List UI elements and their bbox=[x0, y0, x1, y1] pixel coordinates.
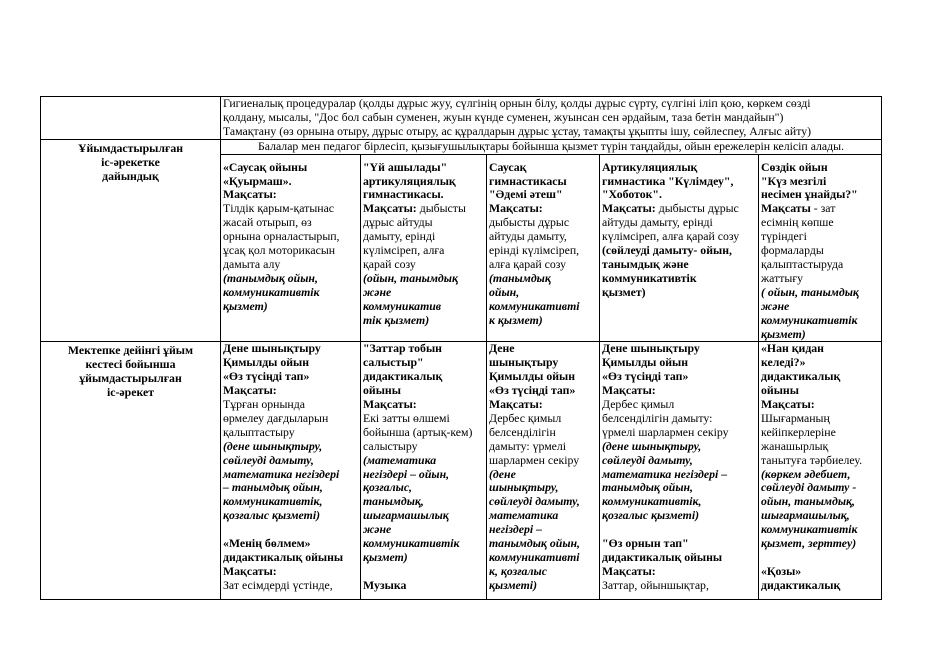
activity-type-note: (сөйлеуді дамыту- ойын, bbox=[602, 243, 732, 258]
activity-type-note: сөйлеуді дамыту, bbox=[602, 452, 693, 467]
activity-title: гимнастикасы. bbox=[363, 187, 444, 202]
activity-type-note: коммуникативті bbox=[489, 550, 580, 564]
activity-type-note: шынықтыру, bbox=[489, 480, 559, 495]
goal-label: Мақсаты: bbox=[489, 201, 543, 216]
preparation-cell-fri bbox=[759, 154, 882, 342]
goal-text: күлімсіреп, алға bbox=[363, 243, 445, 258]
goal-text: қарай созу bbox=[363, 256, 416, 271]
activity-type-note: негіздері – ойын, bbox=[363, 466, 450, 481]
activity-title: «Нан қидан bbox=[761, 341, 824, 356]
activity-type-note: қызмет, зерттеу) bbox=[761, 536, 857, 551]
hygiene-text-cell bbox=[221, 97, 882, 140]
activity-title: Қимылды ойын bbox=[223, 355, 310, 370]
goal-text: бойынша (артық-кем) bbox=[363, 424, 473, 439]
goal-label: Мақсаты: bbox=[602, 564, 656, 578]
activity-type-note: к, қозғалыс bbox=[489, 563, 547, 578]
activity-type-note: математика bbox=[489, 508, 559, 523]
hygiene-row bbox=[41, 97, 882, 140]
activity-type-note: к қызмет) bbox=[489, 312, 543, 327]
activity-type-note: – танымдық ойын, bbox=[223, 480, 323, 495]
hygiene-line: қолдану, мысалы, "Дос бол сабын суменен, жуын күнде суменен, жуынсан сен әрдайым, таза бетін мандайын") bbox=[223, 109, 784, 124]
activity-type-note: сөйлеуді дамыту - bbox=[761, 480, 857, 495]
meal-line: Тамақтану (өз орнына отыру, дұрыс отыру, ас құралдарын дұрыс ұстау, тамақты ұқыпты ішу, сөйлеспеу, Алғыс айту) bbox=[223, 123, 812, 138]
activity-type-note: коммуникативтік bbox=[761, 312, 858, 327]
activity-title: «Қозы» bbox=[761, 564, 802, 578]
activity-cell-thu bbox=[600, 342, 759, 600]
activity-title: ойыны bbox=[363, 383, 401, 398]
goal-text: дыбысты дұрыс bbox=[489, 215, 570, 230]
activity-cell-wed bbox=[487, 342, 600, 600]
activity-title: "Үй ашылады" bbox=[363, 159, 448, 174]
activity-title: "Заттар тобын bbox=[363, 341, 442, 356]
goal-text: Дербес қимыл bbox=[489, 410, 562, 425]
activity-type-note: коммуникативтік, bbox=[223, 494, 323, 509]
activity-title: гимнастикасы bbox=[489, 173, 567, 188]
activity-title: Сөздік ойын bbox=[761, 159, 828, 174]
preparation-cell-tue bbox=[361, 154, 487, 342]
activity-title: Музыка bbox=[363, 577, 407, 592]
organized-activity-label: кестесі бойынша bbox=[85, 357, 176, 372]
goal-text: ерінді күлімсіреп, bbox=[489, 243, 580, 258]
activity-type-note: ойын, танымдық, bbox=[761, 494, 855, 509]
activity-title: ойыны bbox=[761, 383, 799, 398]
goal-label: Мақсаты bbox=[761, 201, 811, 216]
activity-title: дидактикалық bbox=[363, 369, 443, 384]
goal-label: Мақсаты: bbox=[223, 564, 277, 578]
activity-title: «Менің бөлмем» bbox=[223, 536, 311, 551]
goal-text: белсенділігін дамыту: bbox=[602, 410, 713, 425]
activity-type-note: коммуникативтік bbox=[602, 270, 697, 285]
activity-title: "Хоботок". bbox=[602, 187, 662, 202]
goal-text: өрмелеу дағдыларын bbox=[223, 410, 329, 425]
activity-title: "Әдемі әтеш" bbox=[489, 187, 563, 202]
activity-type-note: шығармашылық bbox=[363, 508, 449, 523]
goal-text: белсенділігін bbox=[489, 424, 556, 439]
goal-text: дамыту: үрмелі bbox=[489, 438, 567, 453]
activity-type-note: (көркем әдебиет, bbox=[761, 466, 851, 481]
goal-text: есімнің көпше bbox=[761, 215, 834, 230]
preparation-row bbox=[41, 139, 882, 154]
activity-type-note: математика негіздері – bbox=[602, 466, 728, 481]
activity-title: шынықтыру bbox=[489, 355, 559, 370]
goal-text: Тұрған орнында bbox=[223, 397, 305, 412]
goal-text: дыбысты bbox=[416, 201, 466, 216]
activity-title: "Күз мезгілі bbox=[761, 173, 827, 188]
goal-text: Заттар, ойыншықтар, bbox=[602, 577, 709, 592]
hygiene-label-cell bbox=[41, 97, 221, 140]
activity-type-note: коммуникативтік bbox=[223, 284, 320, 299]
activity-cell-fri bbox=[759, 342, 882, 600]
activity-title: Қимылды ойын bbox=[489, 369, 576, 384]
activity-title: салыстыр" bbox=[363, 355, 424, 370]
activity-type-note: танымдық, bbox=[363, 494, 424, 509]
activity-type-note: тік қызмет) bbox=[363, 312, 430, 327]
activity-type-note: қозғалыс қызметі) bbox=[223, 508, 321, 523]
activity-type-note: сөйлеуді дамыту, bbox=[489, 494, 580, 509]
preparation-cell-thu bbox=[600, 154, 759, 342]
activity-title: «Саусақ ойыны bbox=[223, 159, 308, 174]
activity-title: Артикуляциялық bbox=[602, 159, 698, 174]
activity-type-note: коммуникативтік, bbox=[602, 494, 702, 509]
activity-title: несімен ұнайды?" bbox=[761, 187, 858, 202]
goal-label: Мақсаты: bbox=[363, 201, 417, 216]
goal-text: жанашырлық bbox=[761, 438, 829, 453]
goal-label: Мақсаты: bbox=[489, 397, 543, 412]
goal-text: түріндегі bbox=[761, 229, 807, 244]
activity-type-note: және bbox=[363, 522, 392, 537]
goal-label: Мақсаты: bbox=[223, 383, 277, 398]
activity-type-note: және bbox=[363, 284, 392, 299]
goal-text: дыбысты дұрыс bbox=[655, 201, 739, 216]
activity-type-note: негіздері – bbox=[489, 522, 542, 537]
goal-text: айтуды дамыту, ерінді bbox=[602, 215, 713, 230]
activity-title: дидактикалық ойыны bbox=[223, 550, 344, 565]
goal-label: Мақсаты: bbox=[602, 201, 656, 216]
goal-label: Мақсаты: bbox=[602, 383, 656, 398]
goal-text: айтуды дамыту, bbox=[489, 229, 567, 244]
preparation-intro-cell bbox=[221, 139, 882, 154]
schedule-table bbox=[40, 96, 882, 600]
activity-type-note: коммуникативтік bbox=[363, 536, 460, 551]
activity-title: дидактикалық bbox=[761, 369, 841, 384]
organized-activity-label-cell bbox=[41, 342, 221, 600]
activity-title: келеді?» bbox=[761, 355, 806, 370]
goal-text: үрмелі шарлармен секіру bbox=[602, 424, 729, 439]
goal-text: Дербес қимыл bbox=[602, 397, 675, 412]
activity-type-note: қозғалыс, bbox=[363, 480, 413, 495]
activity-title: Дене bbox=[489, 341, 515, 356]
goal-text: орнына орналастырып, bbox=[223, 229, 340, 244]
activity-title: "Өз орнын тап" bbox=[602, 536, 689, 551]
goal-text: күлімсіреп, алға қарай созу bbox=[602, 229, 740, 244]
activity-title: артикуляциялық bbox=[363, 173, 456, 188]
activity-type-note: сөйлеуді дамыту, bbox=[223, 452, 314, 467]
activity-type-note: коммуникативті bbox=[489, 298, 580, 313]
hygiene-line: Гигиеналық процедуралар (қолды дұрыс жуу, сүлгінің орнын білу, қолды дұрыс сүрту, сүлгіні іліп қою, көркем сөзді bbox=[223, 96, 811, 110]
goal-text: жасай отырып, өз bbox=[223, 215, 312, 230]
activity-title: дидактикалық ойыны bbox=[602, 550, 723, 565]
preparation-intro: Балалар мен педагог бірлесіп, қызығушылықтары бойынша қызмет түрін таңдайды, ойын ережелерін келісіп алады. bbox=[257, 139, 845, 153]
activity-title: «Өз түсіңді тап» bbox=[602, 369, 689, 384]
goal-text: жаттығу bbox=[761, 270, 804, 285]
activity-title: гимнастика "Күлімдеу", bbox=[602, 173, 734, 188]
activity-type-note: ойын, bbox=[489, 284, 520, 299]
activity-type-note: қозғалыс қызметі) bbox=[602, 508, 700, 523]
activity-title: «Өз түсіңді тап» bbox=[223, 369, 310, 384]
activity-title: «Қуырмаш». bbox=[223, 173, 292, 188]
goal-text: салыстыру bbox=[363, 438, 418, 453]
activity-title: Саусақ bbox=[489, 159, 527, 174]
goal-text: дамыту, ерінді bbox=[363, 229, 436, 244]
organized-activity-label: іс-әрекет bbox=[106, 385, 154, 400]
goal-text: дұрыс айтуды bbox=[363, 215, 433, 230]
preparation-label: Ұйымдастырылған bbox=[77, 140, 184, 155]
goal-text: Екі затты өлшемі bbox=[363, 410, 450, 425]
preparation-label: іс-әрекетке bbox=[101, 154, 160, 169]
organized-activity-label: Мектепке дейінгі ұйым bbox=[67, 343, 194, 358]
goal-text: танытуға тәрбиелеу. bbox=[761, 452, 863, 467]
preparation-label-cell bbox=[41, 139, 221, 342]
activity-type-note: қызмет) bbox=[602, 284, 646, 299]
activity-title: Дене шынықтыру bbox=[602, 341, 700, 356]
goal-label: Мақсаты: bbox=[363, 397, 417, 412]
activity-type-note: және bbox=[761, 298, 790, 313]
activity-type-note: математика негіздері bbox=[223, 466, 340, 481]
organized-activity-row bbox=[41, 342, 882, 600]
activity-type-note: коммуникатив bbox=[363, 298, 442, 313]
goal-text: кейіпкерлеріне bbox=[761, 424, 836, 439]
goal-text: қалыптастыру bbox=[223, 424, 295, 439]
activity-type-note: (танымдық ойын, bbox=[223, 270, 318, 285]
goal-text: қалыптастыруда bbox=[761, 256, 844, 271]
activity-type-note: (ойын, танымдық bbox=[363, 270, 458, 285]
activity-title: Қимылды ойын bbox=[602, 355, 689, 370]
activity-type-note: коммуникативтік bbox=[761, 522, 858, 537]
goal-text: дамыта алу bbox=[223, 256, 281, 271]
activity-type-note: қызмет) bbox=[223, 298, 268, 313]
activity-type-note: ( ойын, танымдық bbox=[761, 284, 859, 299]
goal-text: алға қарай созу bbox=[489, 256, 567, 271]
activity-cell-tue bbox=[361, 342, 487, 600]
goal-text: формаларды bbox=[761, 243, 824, 258]
activity-type-note: (дене шынықтыру, bbox=[223, 438, 323, 453]
preparation-cell-wed bbox=[487, 154, 600, 342]
activity-type-note: (дене шынықтыру, bbox=[602, 438, 702, 453]
activity-type-note: танымдық ойын, bbox=[602, 480, 693, 495]
goal-text: ұсақ қол моторикасын bbox=[223, 243, 336, 258]
goal-label: Мақсаты: bbox=[761, 397, 815, 412]
activity-type-note: (математика bbox=[363, 452, 437, 467]
goal-text: - зат bbox=[810, 201, 836, 216]
goal-text: Тілдік қарым-қатынас bbox=[223, 201, 335, 216]
activity-type-note: шығармашылық, bbox=[761, 508, 850, 523]
activity-type-note: танымдық және bbox=[602, 256, 689, 271]
activity-type-note: қызметі) bbox=[489, 577, 538, 592]
activity-title: «Өз түсіңді тап» bbox=[489, 383, 576, 398]
activity-cell-mon bbox=[221, 342, 361, 600]
goal-text: Зат есімдерді үстінде, bbox=[223, 577, 333, 592]
document-page bbox=[40, 96, 881, 600]
organized-activity-label: ұйымдастырылған bbox=[79, 371, 182, 386]
preparation-cell-mon bbox=[221, 154, 361, 342]
preparation-label: дайындық bbox=[102, 168, 159, 183]
activity-type-note: (дене bbox=[489, 466, 516, 481]
activity-type-note: қызмет) bbox=[761, 326, 806, 341]
goal-text: шарлармен секіру bbox=[489, 452, 580, 467]
activity-type-note: (танымдық bbox=[489, 270, 551, 285]
activity-title: дидактикалық bbox=[761, 577, 841, 592]
goal-label: Мақсаты: bbox=[223, 187, 277, 202]
activity-title: Дене шынықтыру bbox=[223, 341, 321, 356]
goal-text: Шығарманың bbox=[761, 410, 830, 425]
activity-type-note: танымдық ойын, bbox=[489, 536, 580, 551]
activity-type-note: қызмет) bbox=[363, 550, 408, 564]
